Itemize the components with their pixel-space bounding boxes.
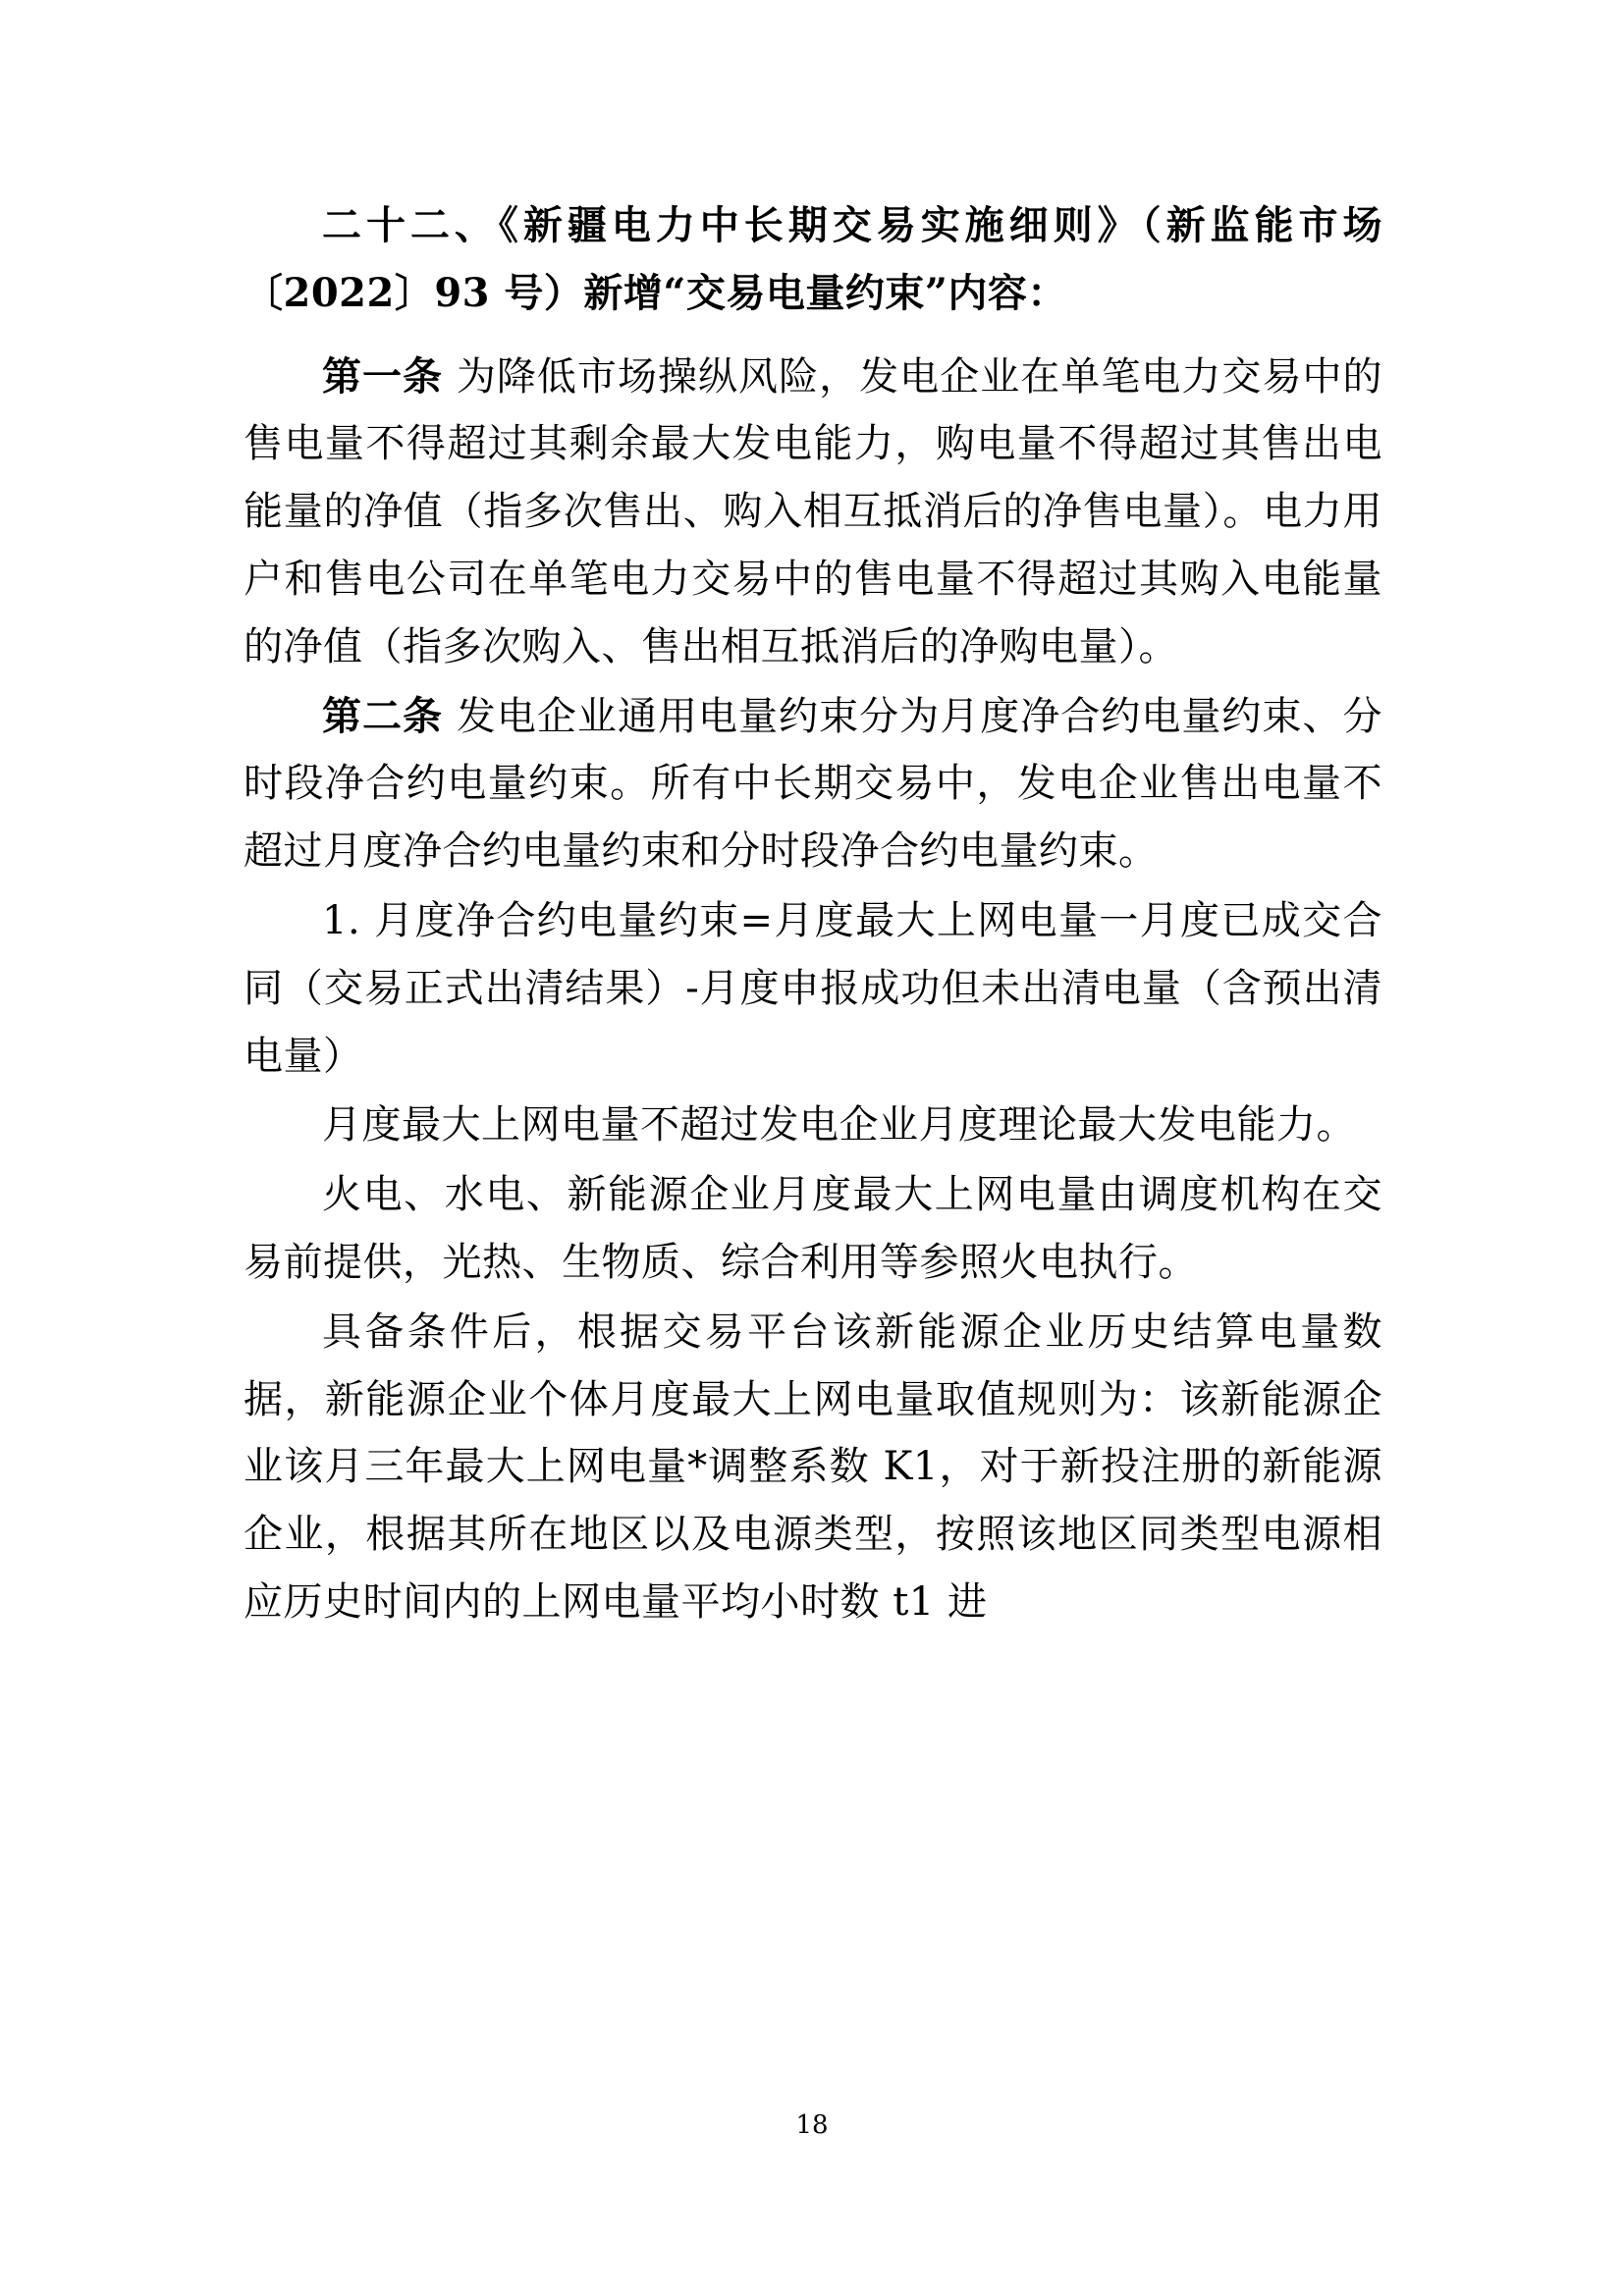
section-heading: 二十二、《新疆电力中长期交易实施细则》（新监能市场〔2022〕93 号）新增“交易电量约束”内容： <box>244 202 1382 316</box>
paragraph-3: 月度最大上网电量不超过发电企业月度理论最大发电能力。 <box>322 1102 1356 1148</box>
document-body <box>244 192 1382 1638</box>
article-one-paragraph <box>244 344 1382 681</box>
page-number: 18 <box>795 2110 829 2140</box>
list-item-1: 1. 月度净合约电量约束=月度最大上网电量一月度已成交合同（交易正式出清结果）-月度申报成功但未出清电量（含预出清电量） <box>244 897 1382 1079</box>
article-one-label: 第一条 <box>322 352 444 400</box>
article-two-label: 第二条 <box>322 692 444 739</box>
article-two-text: 发电企业通用电量约束分为月度净合约电量约束、分时段净合约电量约束。所有中长期交易中，发电企业售出电量不超过月度净合约电量约束和分时段净合约电量约束。 <box>244 693 1383 875</box>
article-two-paragraph <box>244 683 1382 885</box>
article-one-text: 为降低市场操纵风险，发电企业在单笔电力交易中的售电量不得超过其剩余最大发电能力，购电量不得超过其售出电能量的净值（指多次售出、购入相互抵消后的净售电量）。电力用户和售电公司在单笔电力交易中的售电量不得超过其购入电能量的净值（指多次购入、售出相互抵消后的净购电量）。 <box>244 353 1383 669</box>
paragraph-5: 具备条件后，根据交易平台该新能源企业历史结算电量数据，新能源企业个体月度最大上网电量取值规则为：该新能源企业该月三年最大上网电量*调整系数 K1，对于新投注册的新能源企业，根据其所在地区以及电源类型，按照该地区同类型电源相应历史时间内的上网电量平均小时数 t1 进 <box>244 1308 1382 1625</box>
paragraph-4: 火电、水电、新能源企业月度最大上网电量由调度机构在交易前提供，光热、生物质、综合利用等参照火电执行。 <box>244 1172 1382 1285</box>
